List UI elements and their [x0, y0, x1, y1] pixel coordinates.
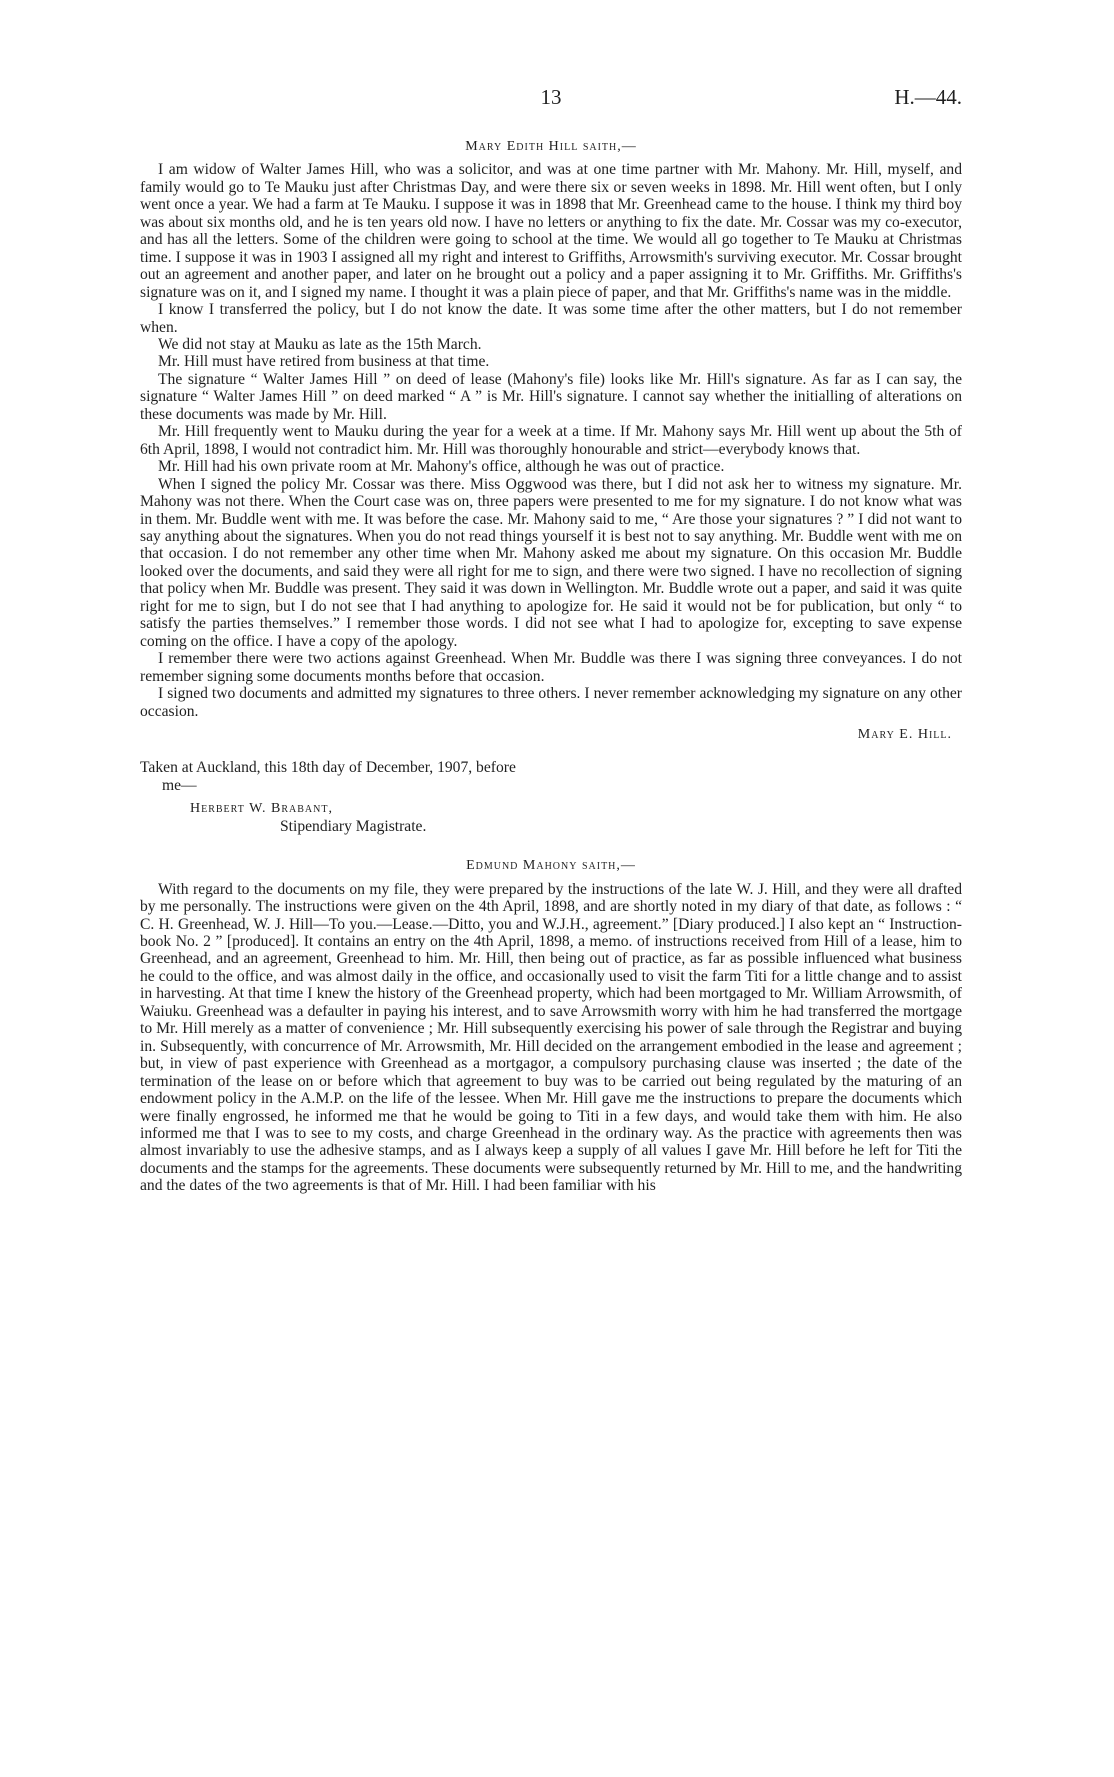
paragraph: Mr. Hill frequently went to Mauku during the year for a week at a time. If Mr. Mahony says Mr. Hill went up about the 5th of 6th April, 1898, I would not contradict him. Mr. Hill was thoroughly honourable and strict—everybody knows that. [140, 423, 962, 458]
paragraph: Mr. Hill had his own private room at Mr. Mahony's office, although he was out of practice. [158, 458, 725, 476]
paragraph: With regard to the documents on my file, they were prepared by the instructions of the late W. J. Hill, and they were all drafted by me personally. The instructions were given on the 4th April, 1898, and are shortly noted in my diary of that date, as follows : “ C. H. Greenhead, W. J. Hill—To you.—Lease.—Ditto, you and W.J.H., agreement.” [Diary produced.] I also kept an “ Instruction-book No. 2 ” [produced]. It contains an entry on the 4th April, 1898, a memo. of instructions received from Hill of a lease, him to Greenhead, and an agreement, Greenhead to him. Mr. Hill, then being out of practice, as far as possible influenced what business he could to the office, and was almost daily in the office, and occasionally used to visit the farm Titi for a little change and to assist in harvesting. At that time I knew the history of the Greenhead property, which had been mortgaged to Mr. William Arrowsmith, of Waiuku. Greenhead was a defaulter in paying his interest, and to save Arrowsmith worry with him he had transferred the mortgage to Mr. Hill merely as a matter of convenience ; Mr. Hill subsequently exercising his power of sale through the Registrar and buying in. Subsequently, with concurrence of Mr. Arrowsmith, Mr. Hill decided on the arrangement embodied in the lease and agreement ; but, in view of past experience with Greenhead as a mortgagor, a compulsory purchasing clause was inserted ; the date of the termination of the lease on or before which that agreement to buy was to be carried out being regulated by the maturing of an endowment policy in the A.M.P. on the life of the lessee. When Mr. Hill gave me the instructions to prepare the documents which were finally engrossed, he informed me that he would be going to Titi in a few days, and would take them with him. He also informed me that I was to see to my costs, and charge Greenhead in the ordinary way. As the practice with agreements then was almost invariably to use the adhesive stamps, and as I always keep a supply of all values I gave Mr. Hill before he left for Titi the documents and the stamps for the agreements. These documents were subsequently returned by Mr. Hill to me, and the handwriting and the dates of the two agreements is that of Mr. Hill. I had been familiar with his [140, 880, 962, 1195]
section-heading-edmund-mahony [140, 857, 962, 874]
section-heading-mary-hill [140, 138, 962, 155]
taken-line: Taken at Auckland, this 18th day of December, 1907, before [140, 759, 516, 777]
page-header [140, 85, 962, 113]
magistrate-title: Stipendiary Magistrate. [280, 817, 427, 835]
paragraph: I signed two documents and admitted my signatures to three others. I never remember acknowledging my signature on any other occasion. [140, 685, 962, 720]
heading-text: Edmund Mahony saith,— [466, 858, 636, 874]
paragraph: We did not stay at Mauku as late as the 15th March. [158, 335, 482, 353]
paragraph: I know I transferred the policy, but I do not know the date. It was some time after the other matters, but I do not remember when. [140, 301, 962, 336]
taken-at-statement [140, 759, 962, 794]
document-body [140, 138, 962, 1195]
paragraph: I remember there were two actions against Greenhead. When Mr. Buddle was there I was signing three conveyances. I do not remember signing some documents months before that occasion. [140, 650, 962, 685]
paragraph: I am widow of Walter James Hill, who was a solicitor, and was at one time partner with Mr. Mahony. Mr. Hill, myself, and family would go to Te Mauku just after Christmas Day, and were there six or seven weeks in 1898. Mr. Hill went often, but I only went once a year. We had a farm at Te Mauku. I suppose it was in 1898 that Mr. Greenhead came to the house. I think my third boy was about six months old, and he is ten years old now. I have no letters or anything to fix the date. Mr. Cossar was my co-executor, and has all the letters. Some of the children were going to school at the time. We would all go together to Te Mauku at Christmas time. I suppose it was in 1903 I assigned all my right and interest to Griffiths, Arrowsmith's surviving executor. Mr. Cossar brought out an agreement and another paper, and later on he brought out a policy and a paper assigning it to Mr. Griffiths. Mr. Griffiths's signature was on it, and I signed my name. I thought it was a plain piece of paper, and that Mr. Griffiths's name was in the middle. [140, 161, 962, 301]
heading-text: Mary Edith Hill saith,— [465, 139, 637, 154]
paper-reference: H.—44. [894, 85, 962, 109]
page-number: 13 [540, 85, 562, 109]
taken-line: me— [162, 776, 197, 794]
paragraph: When I signed the policy Mr. Cossar was there. Miss Oggwood was there, but I did not ask her to witness my signature. Mr. Mahony was not there. When the Court case was on, three papers were presented to me for my signature. I do not know what was in them. Mr. Buddle went with me. It was before the case. Mr. Mahony said to me, “ Are those your signatures ? ” I did not want to say anything about the signatures. When you do not read things yourself it is best not to say anything. Mr. Buddle went with me on that occasion. I do not remember any other time when Mr. Mahony asked me about my signature. On this occasion Mr. Buddle looked over the documents, and said they were all right for me to sign, and there were two signed. I have no recollection of signing that policy when Mr. Buddle was present. They said it was down in Wellington. Mr. Buddle wrote out a paper, and said it was quite right for me to sign, but I do not see that I had anything to apologize for. He said it would not be for publication, but only “ to satisfy the parties themselves.” I remember those words. I did not see what I had to apologize for, excepting to save expense coming on the office. I have a copy of the apology. [140, 475, 962, 650]
magistrate-name: Herbert W. Brabant, [190, 801, 333, 817]
magistrate-block [140, 800, 962, 835]
paragraph: The signature “ Walter James Hill ” on deed of lease (Mahony's file) looks like Mr. Hill's signature. As far as I can say, the signature “ Walter James Hill ” on deed marked “ A ” is Mr. Hill's signature. I cannot say whether the initialling of alterations on these documents was made by Mr. Hill. [140, 370, 962, 423]
witness-signature: Mary E. Hill. [857, 726, 952, 742]
paragraph: Mr. Hill must have retired from business at that time. [158, 353, 490, 371]
